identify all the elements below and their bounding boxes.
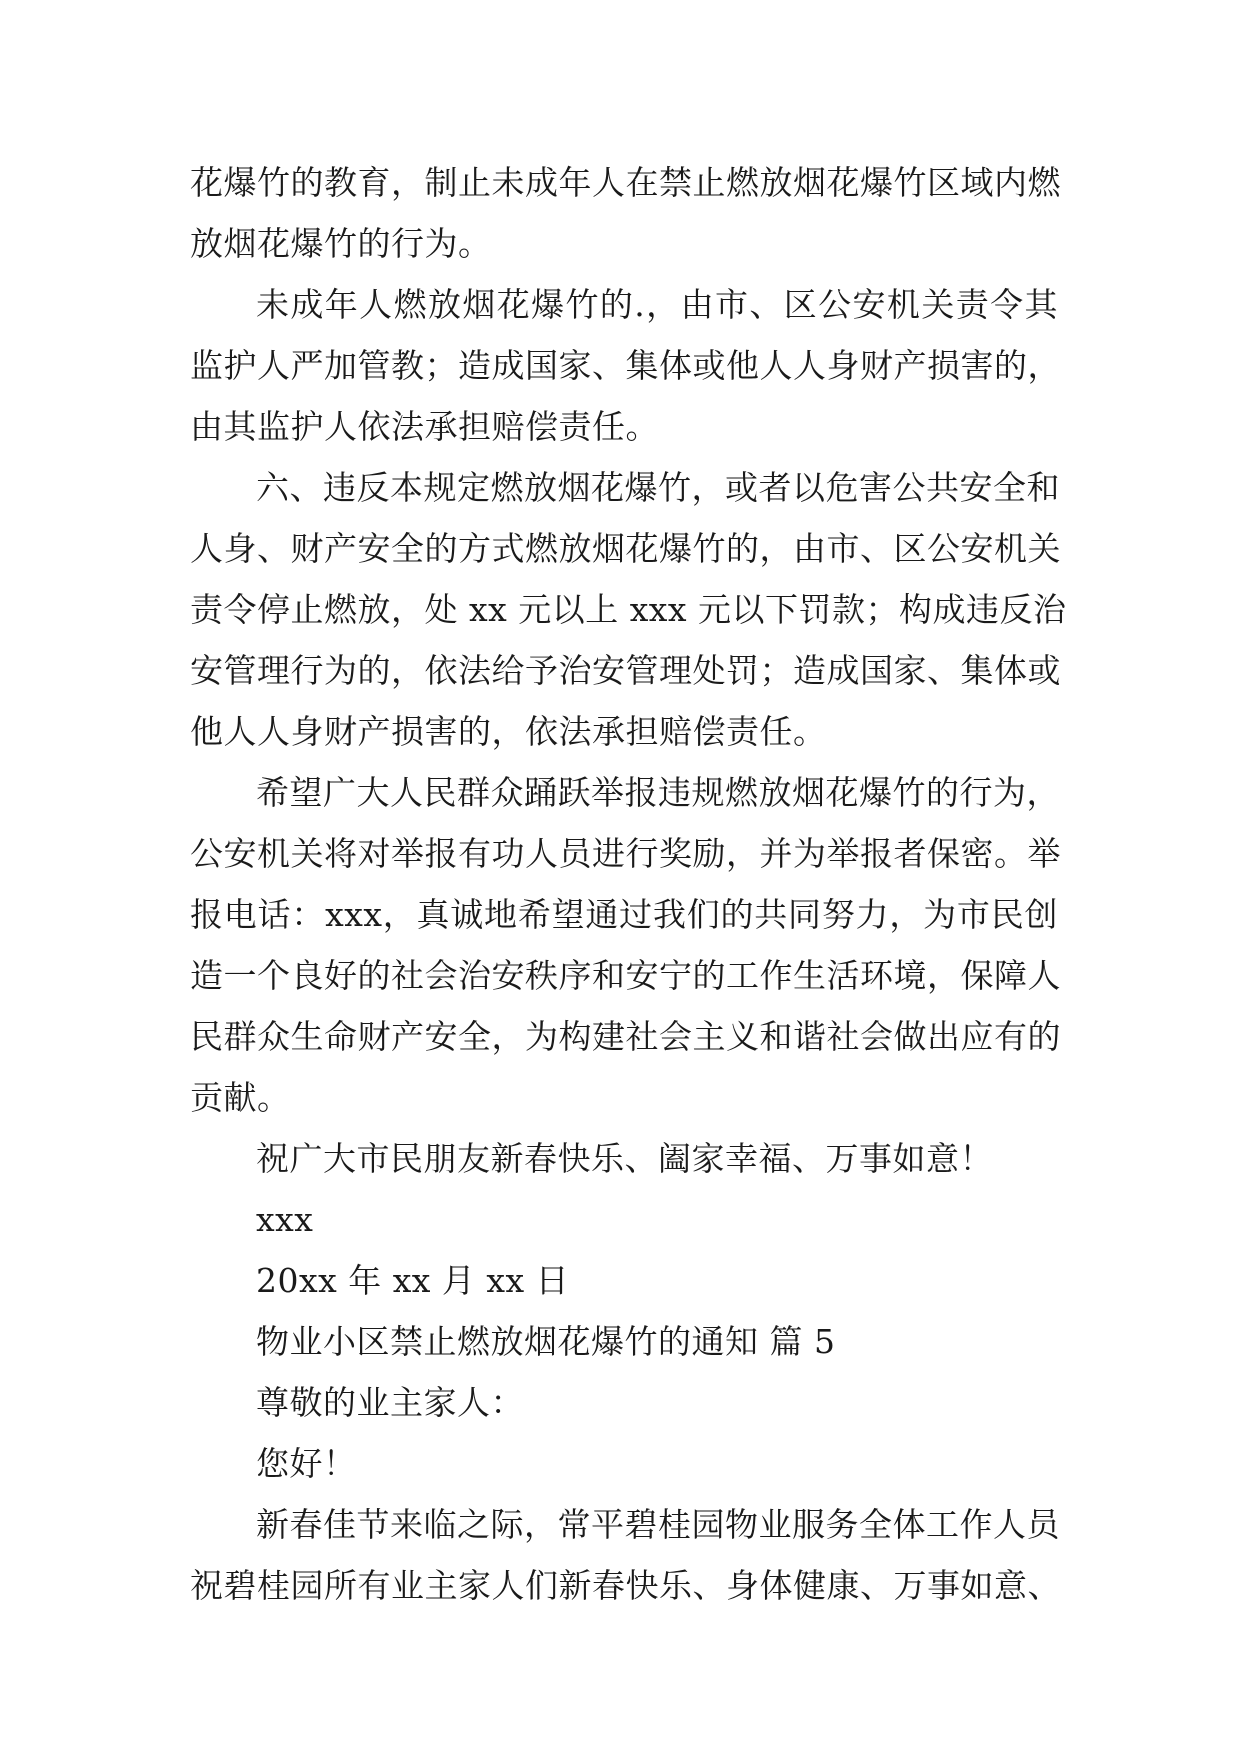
text-line: 贡献。 [190, 1078, 291, 1117]
signature-date: 20xx 年 xx 月 xx 日 [256, 1261, 570, 1300]
text-line: 监护人严加管教；造成国家、集体或他人人身财产损害的， [190, 346, 1061, 385]
text-line: 祝碧桂园所有业主家人们新春快乐、身体健康、万事如意、 [190, 1566, 1061, 1605]
salutation: 尊敬的业主家人： [256, 1383, 524, 1422]
text-line: 安管理行为的，依法给予治安管理处罚；造成国家、集体或 [190, 651, 1061, 690]
text-line: 报电话：xxx，真诚地希望通过我们的共同努力，为市民创 [190, 895, 1058, 934]
greeting: 您好！ [256, 1444, 357, 1483]
text-line: 新春佳节来临之际，常平碧桂园物业服务全体工作人员 [256, 1505, 1060, 1544]
text-line: 花爆竹的教育，制止未成年人在禁止燃放烟花爆竹区域内燃 [190, 163, 1061, 202]
section-title: 物业小区禁止燃放烟花爆竹的通知 篇 5 [256, 1322, 836, 1361]
text-line: 他人人身财产损害的，依法承担赔偿责任。 [190, 712, 827, 751]
text-line: 由其监护人依法承担赔偿责任。 [190, 407, 659, 446]
text-line: 公安机关将对举报有功人员进行奖励，并为举报者保密。举 [190, 834, 1061, 873]
text-line: 六、违反本规定燃放烟花爆竹，或者以危害公共安全和 [256, 468, 1060, 507]
text-line: 放烟花爆竹的行为。 [190, 224, 492, 263]
signature-name: xxx [256, 1200, 314, 1239]
greeting-line: 祝广大市民朋友新春快乐、阖家幸福、万事如意！ [256, 1139, 993, 1178]
document-page [190, 152, 1067, 1616]
text-line: 希望广大人民群众踊跃举报违规燃放烟花爆竹的行为， [256, 773, 1060, 812]
text-line: 未成年人燃放烟花爆竹的.，由市、区公安机关责令其 [256, 285, 1058, 324]
text-line: 人身、财产安全的方式燃放烟花爆竹的，由市、区公安机关 [190, 529, 1061, 568]
text-line: 民群众生命财产安全，为构建社会主义和谐社会做出应有的 [190, 1017, 1061, 1056]
text-line: 造一个良好的社会治安秩序和安宁的工作生活环境，保障人 [190, 956, 1061, 995]
text-line: 责令停止燃放，处 xx 元以上 xxx 元以下罚款；构成违反治 [190, 590, 1067, 629]
